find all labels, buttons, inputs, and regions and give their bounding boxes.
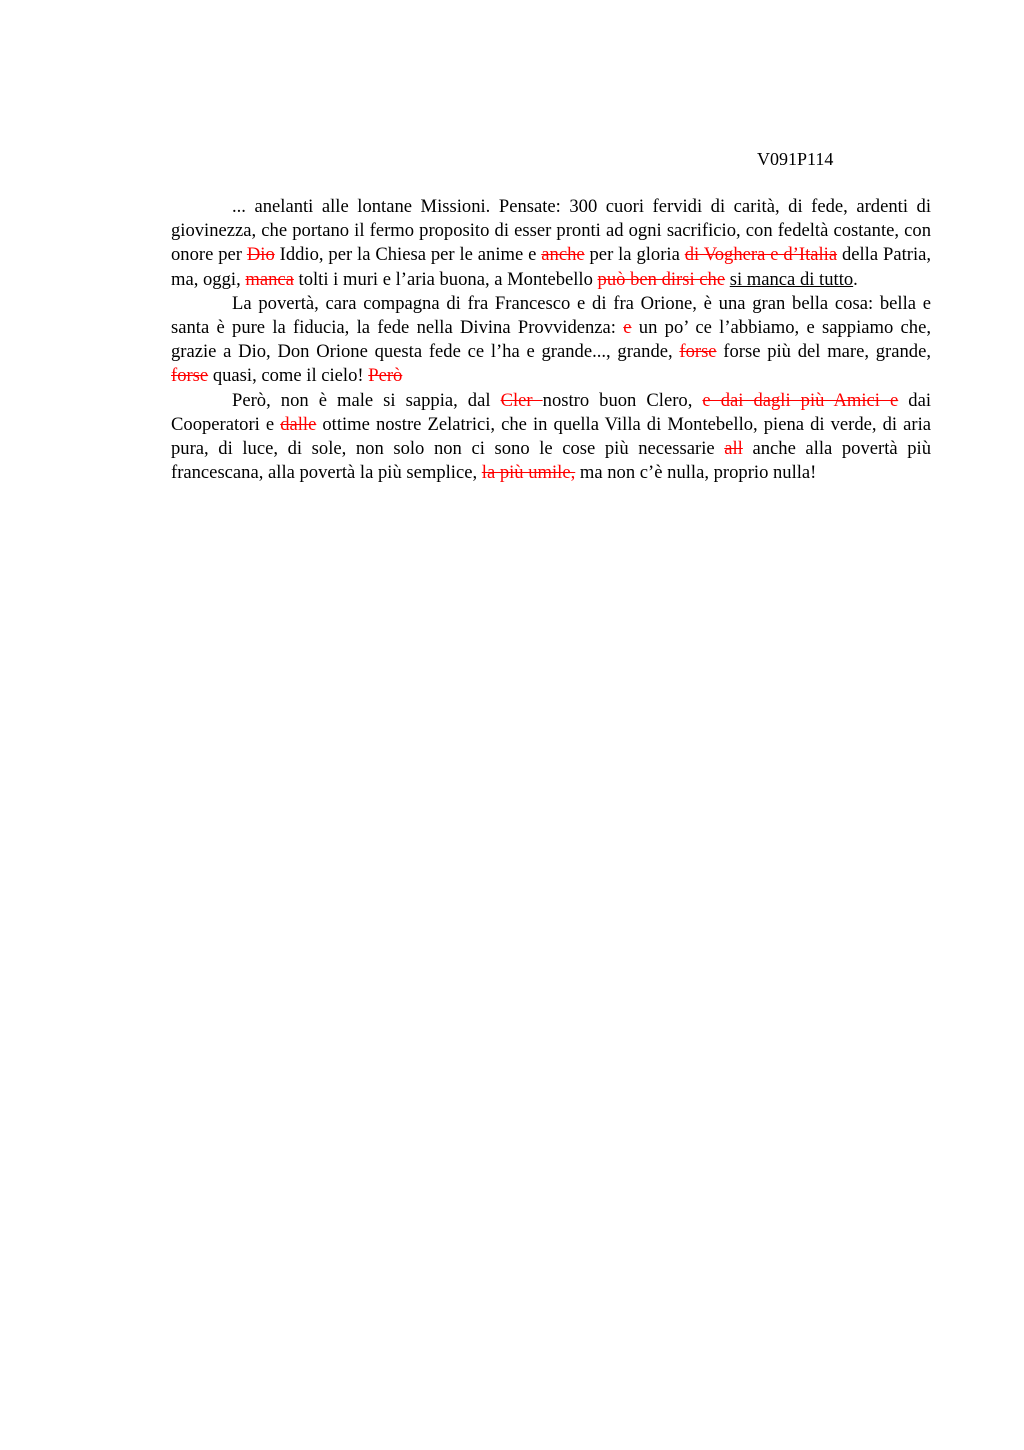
underlined-text: si manca di tutto (729, 268, 854, 290)
body-text-run: La povertà, cara compagna di fra Francesco e di fra Orione, è una gran bella cosa: bella e santa è pure la fiducia, la fede nella Divina Provvidenza: (171, 292, 931, 339)
body-text-run: ... anelanti alle lontane Missioni. Pensate: 300 cuori fervidi di carità, di fede, ardenti di giovinezza, che portano il fermo proposito di esser pronti ad ogni sacrificio, con fedeltà costante, con onore per (171, 196, 931, 266)
deleted-text: e (623, 317, 632, 339)
deleted-text: e dai dagli più Amici e (702, 389, 899, 411)
body-text-run: anche alla povertà più francescana, alla povertà la più semplice, (171, 438, 931, 484)
body-text-run: tolti i muri e l’aria buona, a Montebello (293, 268, 598, 290)
body-text-run: Iddio, per la Chiesa per le anime e (274, 244, 542, 266)
body-text-run: forse più del mare, grande, (716, 341, 931, 363)
deleted-text: di Voghera e d’Italia (684, 244, 838, 266)
paragraph (171, 195, 931, 292)
deleted-text: dalle (280, 413, 317, 435)
deleted-text: può ben dirsi che (597, 268, 726, 290)
deleted-text: Cler (500, 389, 543, 411)
body-text-run: quasi, come il cielo! (208, 365, 369, 387)
deleted-text: all (724, 438, 743, 460)
body-text-run: nostro buon Clero, (542, 389, 703, 411)
deleted-text: forse (679, 341, 717, 363)
deleted-text: manca (245, 268, 294, 290)
deleted-text: forse (171, 365, 209, 387)
body-text-run: dai Cooperatori e (171, 389, 931, 435)
body-text-run: Però, non è male si sappia, dal (232, 389, 501, 411)
body-text-run: . (853, 268, 858, 290)
body-text-run: ottime nostre Zelatrici, che in quella Villa di Montebello, piena di verde, di aria pura, di luce, di sole, non solo non ci sono le cose più necessarie (171, 413, 931, 460)
page-identifier: V091P114 (757, 149, 834, 169)
deleted-text: Dio (246, 244, 275, 266)
paragraph (171, 389, 931, 486)
deleted-text: anche (541, 244, 585, 266)
body-text-run: un po’ ce l’abbiamo, e sappiamo che, grazie a Dio, Don Orione questa fede ce l’ha e grande..., grande, (171, 317, 931, 363)
body-text-run: della Patria, ma, oggi, (171, 244, 932, 290)
body-text-run: per la gloria (584, 244, 685, 266)
body-text-run: ma non c’è nulla, proprio nulla! (575, 462, 817, 484)
paragraph (171, 292, 931, 389)
document-body (171, 195, 931, 485)
deleted-text: la più umile, (481, 462, 576, 484)
deleted-text: Però (368, 365, 403, 387)
